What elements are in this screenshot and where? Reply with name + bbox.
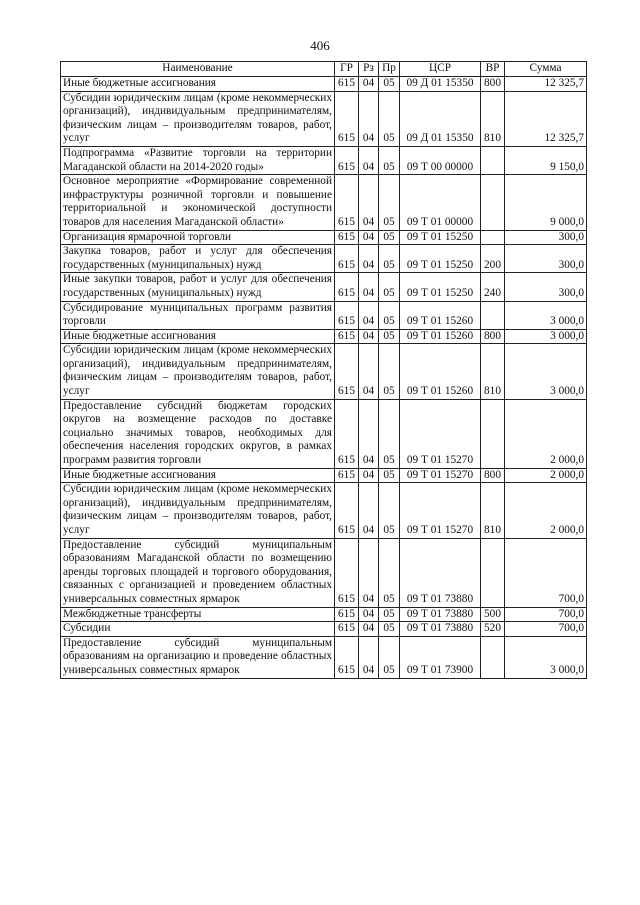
- cell-rz: 04: [359, 344, 379, 399]
- cell-pr: 05: [379, 146, 400, 174]
- cell-gr: 615: [335, 175, 359, 230]
- cell-pr: 05: [379, 273, 400, 301]
- cell-sum: 700,0: [505, 607, 587, 622]
- table-header: [61, 62, 587, 77]
- cell-sum: 700,0: [505, 538, 587, 607]
- cell-pr: 05: [379, 607, 400, 622]
- cell-vr: 200: [481, 245, 505, 273]
- table-row: [61, 273, 587, 301]
- cell-gr: 615: [335, 77, 359, 92]
- cell-csr: 09 Т 01 00000: [400, 175, 481, 230]
- cell-csr: 09 Т 01 15260: [400, 301, 481, 329]
- cell-gr: 615: [335, 230, 359, 245]
- cell-gr: 615: [335, 91, 359, 146]
- cell-name: Иные закупки товаров, работ и услуг для обеспечения государственных (муниципальных) нужд: [61, 273, 335, 301]
- cell-rz: 04: [359, 483, 379, 538]
- cell-csr: 09 Т 01 15260: [400, 344, 481, 399]
- cell-csr: 09 Т 01 15250: [400, 245, 481, 273]
- cell-pr: 05: [379, 301, 400, 329]
- cell-csr: 09 Т 01 73880: [400, 607, 481, 622]
- cell-sum: 9 000,0: [505, 175, 587, 230]
- cell-sum: 300,0: [505, 230, 587, 245]
- cell-rz: 04: [359, 91, 379, 146]
- cell-sum: 3 000,0: [505, 329, 587, 344]
- cell-csr: 09 Т 01 15250: [400, 230, 481, 245]
- cell-pr: 05: [379, 230, 400, 245]
- cell-name: Субсидирование муниципальных программ развития торговли: [61, 301, 335, 329]
- cell-sum: 2 000,0: [505, 468, 587, 483]
- cell-vr: [481, 538, 505, 607]
- cell-pr: 05: [379, 344, 400, 399]
- cell-sum: 3 000,0: [505, 344, 587, 399]
- cell-name: Субсидии юридическим лицам (кроме некоммерческих организаций), индивидуальным предпринимателям, физическим лицам – производителям товаров, работ, услуг: [61, 91, 335, 146]
- cell-sum: 3 000,0: [505, 301, 587, 329]
- cell-name: Предоставление субсидий бюджетам городских округов на возмещение расходов по доставке социально значимых товаров, необходимых для обеспечения населения городских округов, в рамках программ развития торговли: [61, 399, 335, 468]
- cell-vr: [481, 175, 505, 230]
- cell-vr: 520: [481, 622, 505, 637]
- cell-csr: 09 Т 01 15270: [400, 399, 481, 468]
- cell-name: Субсидии: [61, 622, 335, 637]
- cell-pr: 05: [379, 468, 400, 483]
- cell-vr: [481, 146, 505, 174]
- cell-rz: 04: [359, 245, 379, 273]
- cell-sum: 300,0: [505, 273, 587, 301]
- header-gr: ГР: [335, 62, 359, 77]
- cell-rz: 04: [359, 175, 379, 230]
- cell-pr: 05: [379, 636, 400, 678]
- cell-name: Иные бюджетные ассигнования: [61, 329, 335, 344]
- cell-rz: 04: [359, 622, 379, 637]
- table-row: [61, 483, 587, 538]
- cell-csr: 09 Т 00 00000: [400, 146, 481, 174]
- cell-csr: 09 Т 01 15260: [400, 329, 481, 344]
- cell-csr: 09 Т 01 73880: [400, 622, 481, 637]
- table-row: [61, 636, 587, 678]
- cell-rz: 04: [359, 146, 379, 174]
- table-row: [61, 175, 587, 230]
- cell-rz: 04: [359, 607, 379, 622]
- cell-rz: 04: [359, 301, 379, 329]
- cell-name: Межбюджетные трансферты: [61, 607, 335, 622]
- table-row: [61, 77, 587, 92]
- cell-rz: 04: [359, 273, 379, 301]
- cell-gr: 615: [335, 483, 359, 538]
- cell-name: Закупка товаров, работ и услуг для обеспечения государственных (муниципальных) нужд: [61, 245, 335, 273]
- cell-gr: 615: [335, 146, 359, 174]
- cell-gr: 615: [335, 399, 359, 468]
- cell-rz: 04: [359, 77, 379, 92]
- cell-name: Субсидии юридическим лицам (кроме некоммерческих организаций), индивидуальным предпринимателям, физическим лицам – производителям товаров, работ, услуг: [61, 483, 335, 538]
- cell-sum: 12 325,7: [505, 91, 587, 146]
- cell-gr: 615: [335, 273, 359, 301]
- cell-name: Предоставление субсидий муниципальным образованиям Магаданской области по возмещению аренды торговых площадей и торгового оборудования, связанных с организацией и проведением областных универсальных совместных ярмарок: [61, 538, 335, 607]
- cell-name: Предоставление субсидий муниципальным образованиям на организацию и проведение областных универсальных совместных ярмарок: [61, 636, 335, 678]
- header-csr: ЦСР: [400, 62, 481, 77]
- cell-csr: 09 Т 01 15270: [400, 483, 481, 538]
- cell-csr: 09 Д 01 15350: [400, 77, 481, 92]
- cell-vr: 810: [481, 91, 505, 146]
- cell-gr: 615: [335, 329, 359, 344]
- table-row: [61, 91, 587, 146]
- cell-vr: 810: [481, 483, 505, 538]
- cell-sum: 3 000,0: [505, 636, 587, 678]
- header-pr: Пр: [379, 62, 400, 77]
- cell-sum: 300,0: [505, 245, 587, 273]
- budget-table: [60, 61, 587, 679]
- cell-csr: 09 Т 01 73880: [400, 538, 481, 607]
- table-row: [61, 230, 587, 245]
- table-row: [61, 329, 587, 344]
- cell-pr: 05: [379, 175, 400, 230]
- table-row: [61, 344, 587, 399]
- cell-csr: 09 Т 01 15270: [400, 468, 481, 483]
- cell-gr: 615: [335, 622, 359, 637]
- cell-name: Подпрограмма «Развитие торговли на территории Магаданской области на 2014-2020 годы»: [61, 146, 335, 174]
- cell-rz: 04: [359, 329, 379, 344]
- cell-vr: 810: [481, 344, 505, 399]
- cell-gr: 615: [335, 245, 359, 273]
- cell-name: Иные бюджетные ассигнования: [61, 77, 335, 92]
- cell-gr: 615: [335, 468, 359, 483]
- cell-pr: 05: [379, 329, 400, 344]
- cell-gr: 615: [335, 636, 359, 678]
- cell-vr: 240: [481, 273, 505, 301]
- cell-vr: 800: [481, 468, 505, 483]
- cell-sum: 12 325,7: [505, 77, 587, 92]
- cell-rz: 04: [359, 636, 379, 678]
- cell-pr: 05: [379, 483, 400, 538]
- cell-sum: 2 000,0: [505, 483, 587, 538]
- cell-name: Основное мероприятие «Формирование современной инфраструктуры розничной торговли и повышение территориальной и экономической доступности товаров для населения Магаданской области»: [61, 175, 335, 230]
- cell-name: Организация ярмарочной торговли: [61, 230, 335, 245]
- cell-csr: 09 Т 01 15250: [400, 273, 481, 301]
- table-row: [61, 399, 587, 468]
- cell-name: Субсидии юридическим лицам (кроме некоммерческих организаций), индивидуальным предпринимателям, физическим лицам – производителям товаров, работ, услуг: [61, 344, 335, 399]
- table-row: [61, 146, 587, 174]
- cell-vr: [481, 301, 505, 329]
- cell-pr: 05: [379, 91, 400, 146]
- cell-vr: [481, 399, 505, 468]
- cell-pr: 05: [379, 622, 400, 637]
- cell-gr: 615: [335, 538, 359, 607]
- cell-gr: 615: [335, 344, 359, 399]
- cell-vr: 800: [481, 329, 505, 344]
- cell-gr: 615: [335, 607, 359, 622]
- cell-sum: 2 000,0: [505, 399, 587, 468]
- header-name: Наименование: [61, 62, 335, 77]
- table-row: [61, 607, 587, 622]
- table-row: [61, 301, 587, 329]
- cell-pr: 05: [379, 245, 400, 273]
- cell-pr: 05: [379, 399, 400, 468]
- header-rz: Рз: [359, 62, 379, 77]
- header-sum: Сумма: [505, 62, 587, 77]
- cell-rz: 04: [359, 538, 379, 607]
- cell-gr: 615: [335, 301, 359, 329]
- cell-vr: [481, 230, 505, 245]
- header-vr: ВР: [481, 62, 505, 77]
- table-row: [61, 538, 587, 607]
- cell-pr: 05: [379, 538, 400, 607]
- cell-csr: 09 Д 01 15350: [400, 91, 481, 146]
- table-body: [61, 77, 587, 679]
- cell-vr: 800: [481, 77, 505, 92]
- cell-rz: 04: [359, 468, 379, 483]
- cell-rz: 04: [359, 399, 379, 468]
- table-row: [61, 468, 587, 483]
- page-number: 406: [310, 38, 330, 53]
- cell-pr: 05: [379, 77, 400, 92]
- cell-rz: 04: [359, 230, 379, 245]
- cell-name: Иные бюджетные ассигнования: [61, 468, 335, 483]
- cell-sum: 700,0: [505, 622, 587, 637]
- cell-csr: 09 Т 01 73900: [400, 636, 481, 678]
- table-row: [61, 245, 587, 273]
- cell-sum: 9 150,0: [505, 146, 587, 174]
- table-row: [61, 622, 587, 637]
- cell-vr: [481, 636, 505, 678]
- cell-vr: 500: [481, 607, 505, 622]
